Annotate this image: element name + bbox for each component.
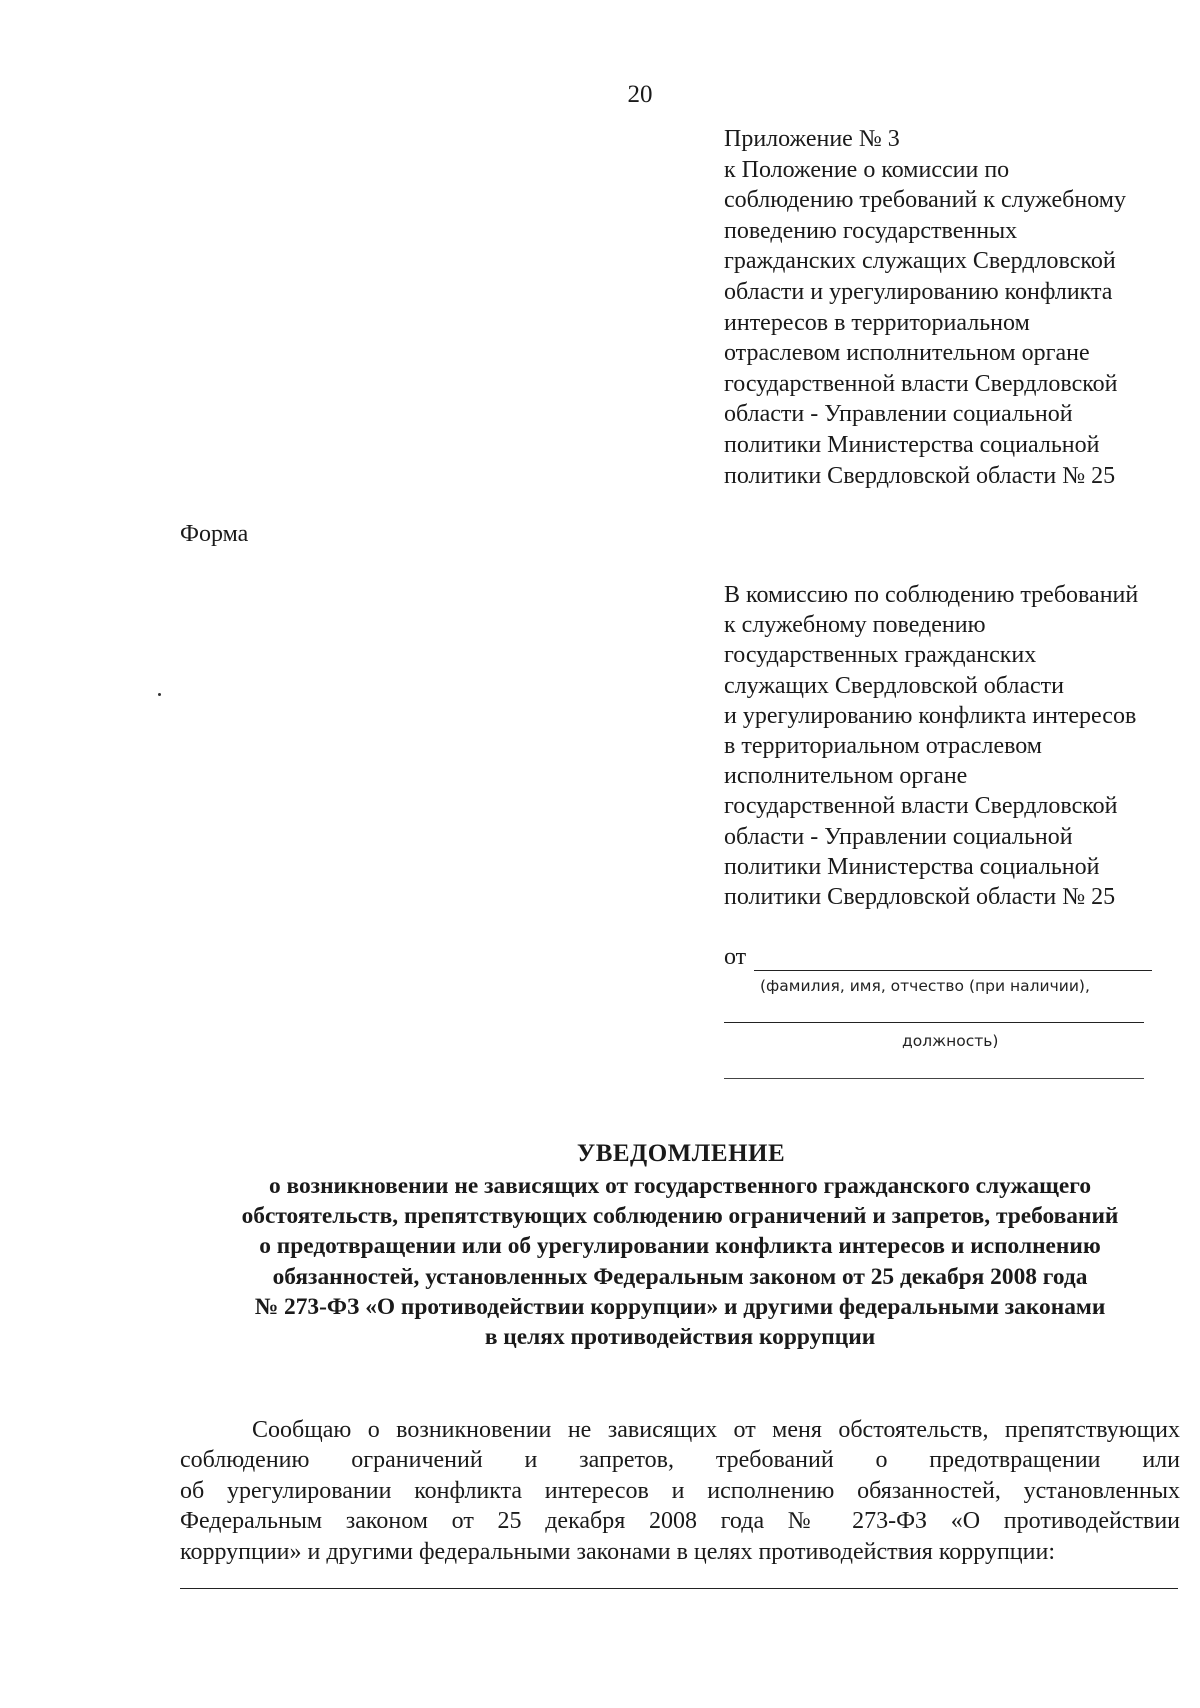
- stray-dot: [158, 693, 161, 696]
- addressee-line: области - Управлении социальной: [724, 823, 1073, 850]
- from-blank-line[interactable]: [754, 970, 1152, 971]
- notice-subtitle-line: обязанностей, установленных Федеральным законом от 25 декабря 2008 года: [272, 1263, 1088, 1290]
- appendix-line: поведению государственных: [724, 217, 1018, 244]
- appendix-line: отраслевом исполнительном органе: [724, 340, 1090, 367]
- appendix-line: соблюдению требований к служебному: [724, 187, 1126, 214]
- page-number: 20: [627, 81, 653, 108]
- answer-blank-line[interactable]: [180, 1588, 1178, 1589]
- addressee-line: в территориальном отраслевом: [724, 733, 1042, 760]
- addressee-line: к служебному поведению: [724, 612, 986, 639]
- notice-subtitle-line: обстоятельств, препятствующих соблюдению ограничений и запретов, требований: [241, 1203, 1119, 1230]
- body-line: соблюдению ограничений и запретов, требований о предотвращении или: [180, 1447, 1180, 1474]
- addressee-line: государственной власти Свердловской: [724, 793, 1118, 820]
- addressee-line: В комиссию по соблюдению требований: [724, 582, 1139, 608]
- notice-subtitle-line: в целях противодействия коррупции: [484, 1324, 876, 1351]
- body-line: Сообщаю о возникновении не зависящих от меня обстоятельств, препятствующих: [252, 1417, 1180, 1443]
- notice-subtitle-line: о предотвращении или об урегулировании конфликта интересов и исполнению: [259, 1233, 1101, 1260]
- notice-subtitle-line: № 273-ФЗ «О противодействии коррупции» и другими федеральными законами: [254, 1293, 1106, 1320]
- appendix-line: области - Управлении социальной: [724, 401, 1073, 428]
- addressee-line: государственных гражданских: [724, 642, 1037, 669]
- appendix-line: Приложение № 3: [724, 126, 900, 152]
- form-label: Форма: [180, 521, 249, 547]
- appendix-line: интересов в территориальном: [724, 309, 1030, 336]
- appendix-line: гражданских служащих Свердловской: [724, 248, 1116, 275]
- extra-blank-line[interactable]: [724, 1078, 1144, 1079]
- addressee-block: [724, 580, 1194, 912]
- notice-subtitle: [170, 1171, 1190, 1352]
- from-label: от: [724, 944, 747, 970]
- appendix-line: к Положение о комиссии по: [724, 156, 1010, 183]
- appendix-line: государственной власти Свердловской: [724, 370, 1118, 397]
- addressee-line: и урегулированию конфликта интересов: [724, 702, 1137, 729]
- addressee-line: политики Свердловской области № 25: [724, 884, 1116, 911]
- appendix-line: политики Свердловской области № 25: [724, 462, 1116, 489]
- caption-position: должность): [902, 1032, 999, 1050]
- body-line: Федеральным законом от 25 декабря 2008 года № 273-ФЗ «О противодействии: [180, 1508, 1180, 1535]
- caption-full-name: (фамилия, имя, отчество (при наличии),: [760, 977, 1090, 995]
- addressee-line: исполнительном органе: [724, 763, 968, 790]
- body-paragraph: [180, 1415, 1180, 1567]
- appendix-header: [724, 124, 1184, 491]
- notice-title: УВЕДОМЛЕНИЕ: [576, 1140, 786, 1167]
- body-line: коррупции» и другими федеральными законами в целях противодействия коррупции:: [180, 1538, 1056, 1565]
- addressee-line: служащих Свердловской области: [724, 672, 1064, 699]
- notice-subtitle-line: о возникновении не зависящих от государственного гражданского служащего: [268, 1173, 1092, 1199]
- addressee-line: политики Министерства социальной: [724, 853, 1100, 880]
- appendix-line: области и урегулированию конфликта: [724, 278, 1113, 305]
- position-blank-line[interactable]: [724, 1022, 1144, 1023]
- appendix-line: политики Министерства социальной: [724, 431, 1100, 458]
- body-line: об урегулировании конфликта интересов и исполнению обязанностей, установленных: [180, 1477, 1180, 1504]
- from-field: [724, 942, 1184, 974]
